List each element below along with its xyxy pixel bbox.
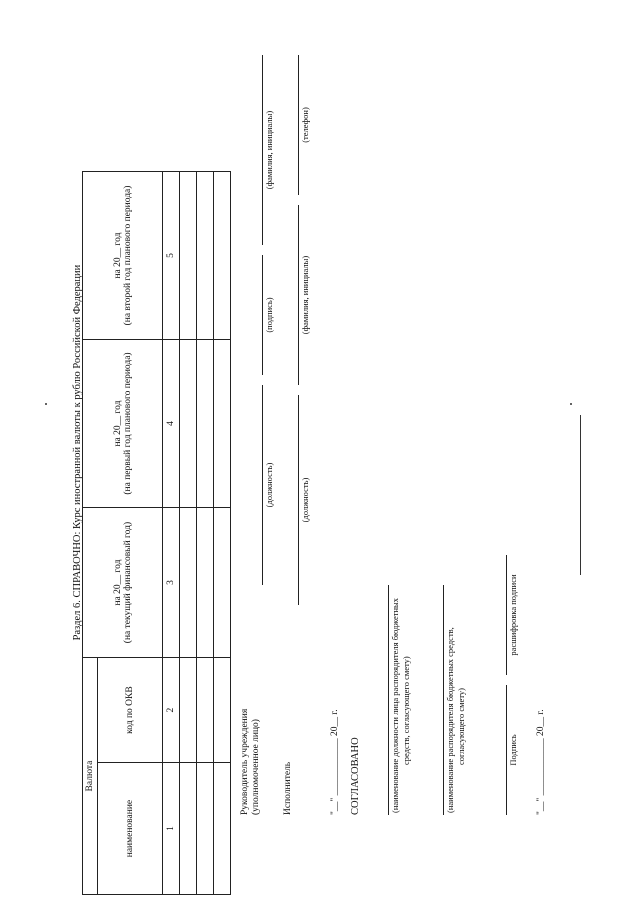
table-cell	[214, 658, 231, 763]
scan-dot	[45, 403, 47, 405]
scan-dot	[570, 403, 572, 405]
executor-label: Исполнитель	[283, 761, 293, 815]
header-year2	[83, 340, 163, 508]
executor-position-caption: (должность)	[300, 477, 310, 523]
table-cell	[197, 763, 214, 895]
head-position-caption: (должность)	[264, 462, 274, 508]
org-caption-2: согласующего смету)	[456, 688, 466, 765]
org-signature-line	[506, 685, 507, 815]
table-cell	[214, 172, 231, 340]
date-field-1: "__" ____________ 20__ г.	[330, 709, 340, 815]
table-row	[214, 172, 231, 895]
table-cell	[180, 340, 197, 508]
section-title: Раздел 6. СПРАВОЧНО: Курс иностранной валюты к рублю Российской Федерации	[72, 264, 83, 641]
header-code: код по ОКВ	[98, 658, 163, 763]
table-row	[180, 172, 197, 895]
executor-position-line	[298, 395, 299, 605]
table-cell	[214, 340, 231, 508]
executor-name-line	[298, 205, 299, 385]
manager-caption-2: средств, согласующего смету)	[401, 656, 411, 765]
header-name: наименование	[98, 763, 163, 895]
table-row	[197, 172, 214, 895]
header-year3	[83, 172, 163, 340]
head-name-caption: (фамилия, инициалы)	[264, 110, 274, 190]
table-cell	[197, 340, 214, 508]
header-year2-note: (на первый год планового периода)	[122, 352, 133, 495]
head-name-line	[262, 55, 263, 245]
scan-line-mark	[580, 415, 581, 575]
org-caption-1: (наименование распорядителя бюджетных средств,	[445, 627, 455, 813]
executor-phone-line	[298, 55, 299, 195]
header-year1	[83, 508, 163, 658]
head-sublabel: (уполномоченное лицо)	[251, 719, 261, 815]
header-year1-label: на 20__ год	[112, 559, 123, 606]
decoding-label: расшифровка подписи	[508, 574, 518, 656]
table-cell	[180, 658, 197, 763]
manager-position-line	[388, 585, 389, 815]
table-cell	[180, 172, 197, 340]
header-currency-group: Валюта	[83, 658, 98, 895]
currency-rate-table	[82, 171, 231, 895]
col-number-1: 1	[163, 763, 180, 895]
table-cell	[180, 763, 197, 895]
col-number-3: 3	[163, 508, 180, 658]
signature-label: Подпись	[508, 734, 518, 766]
col-number-5: 5	[163, 172, 180, 340]
table-cell	[214, 508, 231, 658]
table-cell	[197, 172, 214, 340]
head-position-line	[262, 385, 263, 585]
head-signature-caption: (подпись)	[264, 297, 274, 333]
col-number-4: 4	[163, 340, 180, 508]
table-cell	[180, 508, 197, 658]
executor-name-caption: (фамилия, инициалы)	[300, 255, 310, 335]
header-year3-label: на 20__ год	[112, 232, 123, 279]
org-decoding-line	[506, 555, 507, 675]
header-year1-note: (на текущий финансовый год)	[122, 521, 133, 644]
head-signature-line	[262, 255, 263, 375]
head-label: Руководитель учреждения	[240, 708, 250, 815]
date-field-2: "__" ____________ 20__ г.	[536, 709, 546, 815]
header-year3-note: (на второй год планового периода)	[122, 185, 133, 326]
col-number-2: 2	[163, 658, 180, 763]
agreed-label: СОГЛАСОВАНО	[350, 737, 361, 815]
executor-phone-caption: (телефон)	[300, 107, 310, 143]
manager-caption-1: (наименование должности лица распорядителя бюджетных	[390, 597, 400, 813]
table-cell	[214, 763, 231, 895]
org-name-line	[443, 585, 444, 815]
header-year2-label: на 20__ год	[112, 400, 123, 447]
table-cell	[197, 658, 214, 763]
table-cell	[197, 508, 214, 658]
